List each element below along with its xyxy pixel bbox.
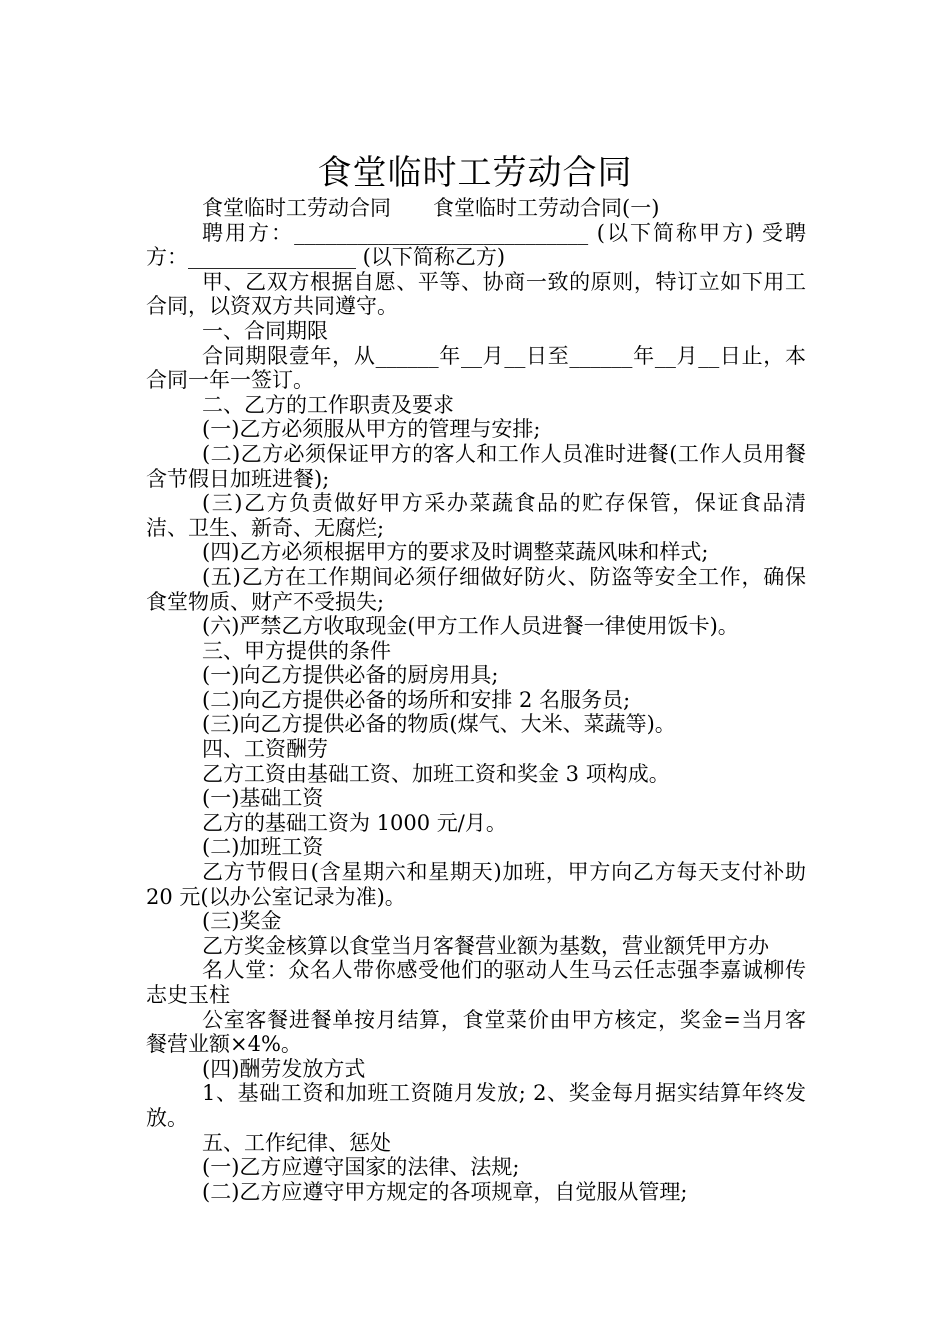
paragraph: (六)严禁乙方收取现金(甲方工作人员进餐一律使用饭卡)。 <box>202 614 739 639</box>
paragraph: 食堂临时工劳动合同 食堂临时工劳动合同(一) <box>202 196 660 220</box>
paragraph: (一)向乙方提供必备的厨房用具; <box>202 663 499 688</box>
document-body <box>146 196 806 1204</box>
paragraph: (二)向乙方提供必备的场所和安排 2 名服务员; <box>202 687 631 712</box>
paragraph: 合同期限壹年，从______年__月__日至______年__月__日止，本合同一年一签订。 <box>146 343 806 393</box>
paragraph: (一)乙方必须服从甲方的管理与安排; <box>202 417 541 442</box>
paragraph: (一)基础工资 <box>202 786 324 811</box>
paragraph: 乙方的基础工资为 1000 元/月。 <box>202 810 507 835</box>
paragraph: (一)乙方应遵守国家的法律、法规; <box>202 1155 520 1180</box>
paragraph: 乙方奖金核算以食堂当月客餐营业额为基数，营业额凭甲方办 <box>202 933 769 958</box>
paragraph: (二)乙方应遵守甲方规定的各项规章，自觉服从管理; <box>202 1179 688 1204</box>
paragraph: (四)酬劳发放方式 <box>202 1056 366 1081</box>
paragraph: (二)加班工资 <box>202 835 324 860</box>
paragraph: (三)向乙方提供必备的物质(煤气、大米、菜蔬等)。 <box>202 712 676 737</box>
paragraph: 乙方工资由基础工资、加班工资和奖金 3 项构成。 <box>202 761 670 786</box>
paragraph: (三)奖金 <box>202 909 282 934</box>
paragraph: (四)乙方必须根据甲方的要求及时调整菜蔬风味和样式; <box>202 540 709 565</box>
paragraph: (二)乙方必须保证甲方的客人和工作人员准时进餐(工作人员用餐含节假日加班进餐); <box>146 441 806 491</box>
paragraph: (五)乙方在工作期间必须仔细做好防火、防盗等安全工作，确保食堂物质、财产不受损失; <box>146 564 806 614</box>
document-title: 食堂临时工劳动合同 <box>317 152 633 193</box>
paragraph: 聘用方：____________________________ (以下简称甲方) 受聘方：________________ (以下简称乙方) <box>146 220 806 270</box>
paragraph: 四、工资酬劳 <box>202 737 328 762</box>
paragraph: 三、甲方提供的条件 <box>202 638 391 663</box>
paragraph: (三)乙方负责做好甲方采办菜蔬食品的贮存保管，保证食品清洁、卫生、新奇、无腐烂; <box>146 491 806 540</box>
paragraph: 名人堂：众名人带你感受他们的驱动人生马云任志强李嘉诚柳传志史玉柱 <box>146 958 806 1007</box>
paragraph: 公室客餐进餐单按月结算，食堂菜价由甲方核定，奖金=当月客餐营业额×4%。 <box>146 1007 806 1057</box>
paragraph: 五、工作纪律、惩处 <box>202 1130 391 1155</box>
paragraph: 二、乙方的工作职责及要求 <box>202 392 454 417</box>
paragraph: 一、合同期限 <box>202 318 328 343</box>
paragraph: 乙方节假日(含星期六和星期天)加班，甲方向乙方每天支付补助 20 元(以办公室记录为准)。 <box>146 860 806 909</box>
paragraph: 1、基础工资和加班工资随月发放; 2、奖金每月据实结算年终发放。 <box>146 1081 806 1130</box>
paragraph: 甲、乙双方根据自愿、平等、协商一致的原则，特订立如下用工合同，以资双方共同遵守。 <box>146 269 806 319</box>
